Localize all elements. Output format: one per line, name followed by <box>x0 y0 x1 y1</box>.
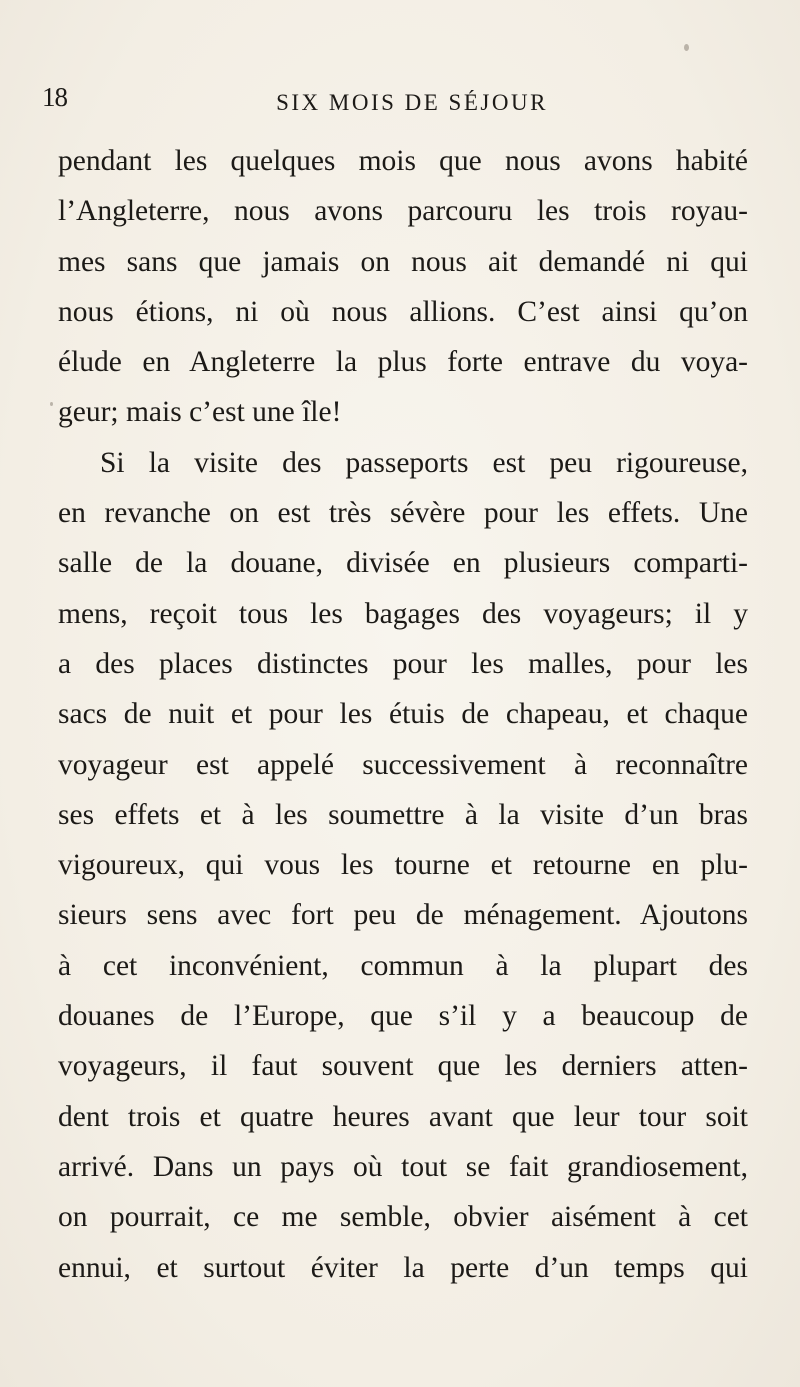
text-line: voyageur est appelé successivement à reconnaître <box>58 748 748 781</box>
text-line: sacs de nuit et pour les étuis de chapeau, et chaque <box>58 698 748 731</box>
text-line: en revanche on est très sévère pour les effets. Une <box>58 497 748 530</box>
text-line: élude en Angleterre la plus forte entrave du voya- <box>58 346 748 379</box>
text-line: ennui, et surtout éviter la perte d’un temps qui <box>58 1251 748 1284</box>
text-line: arrivé. Dans un pays où tout se fait grandiosement, <box>58 1150 748 1183</box>
text-line: a des places distinctes pour les malles, pour les <box>58 647 748 680</box>
text-line: mes sans que jamais on nous ait demandé ni qui <box>58 245 748 278</box>
text-line: douanes de l’Europe, que s’il y a beaucoup de <box>58 1000 748 1033</box>
text-line: salle de la douane, divisée en plusieurs comparti- <box>58 547 748 580</box>
paragraph-end-line: geur; mais c’est une île! <box>58 396 342 429</box>
text-line: pendant les quelques mois que nous avons habité <box>58 145 748 177</box>
text-line: on pourrait, ce me semble, obvier aisément à cet <box>58 1201 748 1234</box>
text-line: l’Angleterre, nous avons parcouru les trois royau- <box>58 195 748 228</box>
running-head: SIX MOIS DE SÉJOUR <box>276 90 548 115</box>
text-line: dent trois et quatre heures avant que leur tour soit <box>58 1100 748 1133</box>
paragraph-start-line: Si la visite des passeports est peu rigoureuse, <box>100 446 748 479</box>
paper-speck <box>684 44 689 51</box>
text-line: voyageurs, il faut souvent que les derniers atten- <box>58 1050 748 1083</box>
text-line: vigoureux, qui vous les tourne et retourne en plu- <box>58 849 748 882</box>
text-line: à cet inconvénient, commun à la plupart des <box>58 949 748 982</box>
text-line: ses effets et à les soumettre à la visite d’un bras <box>58 798 748 831</box>
page-number: 18 <box>42 82 67 112</box>
text-line: mens, reçoit tous les bagages des voyageurs; il y <box>58 597 748 630</box>
page-header <box>0 82 800 122</box>
text-line: nous étions, ni où nous allions. C’est ainsi qu’on <box>58 295 748 328</box>
body-text <box>58 136 748 1293</box>
paper-speck <box>50 402 53 406</box>
text-line: sieurs sens avec fort peu de ménagement. Ajoutons <box>58 899 748 932</box>
